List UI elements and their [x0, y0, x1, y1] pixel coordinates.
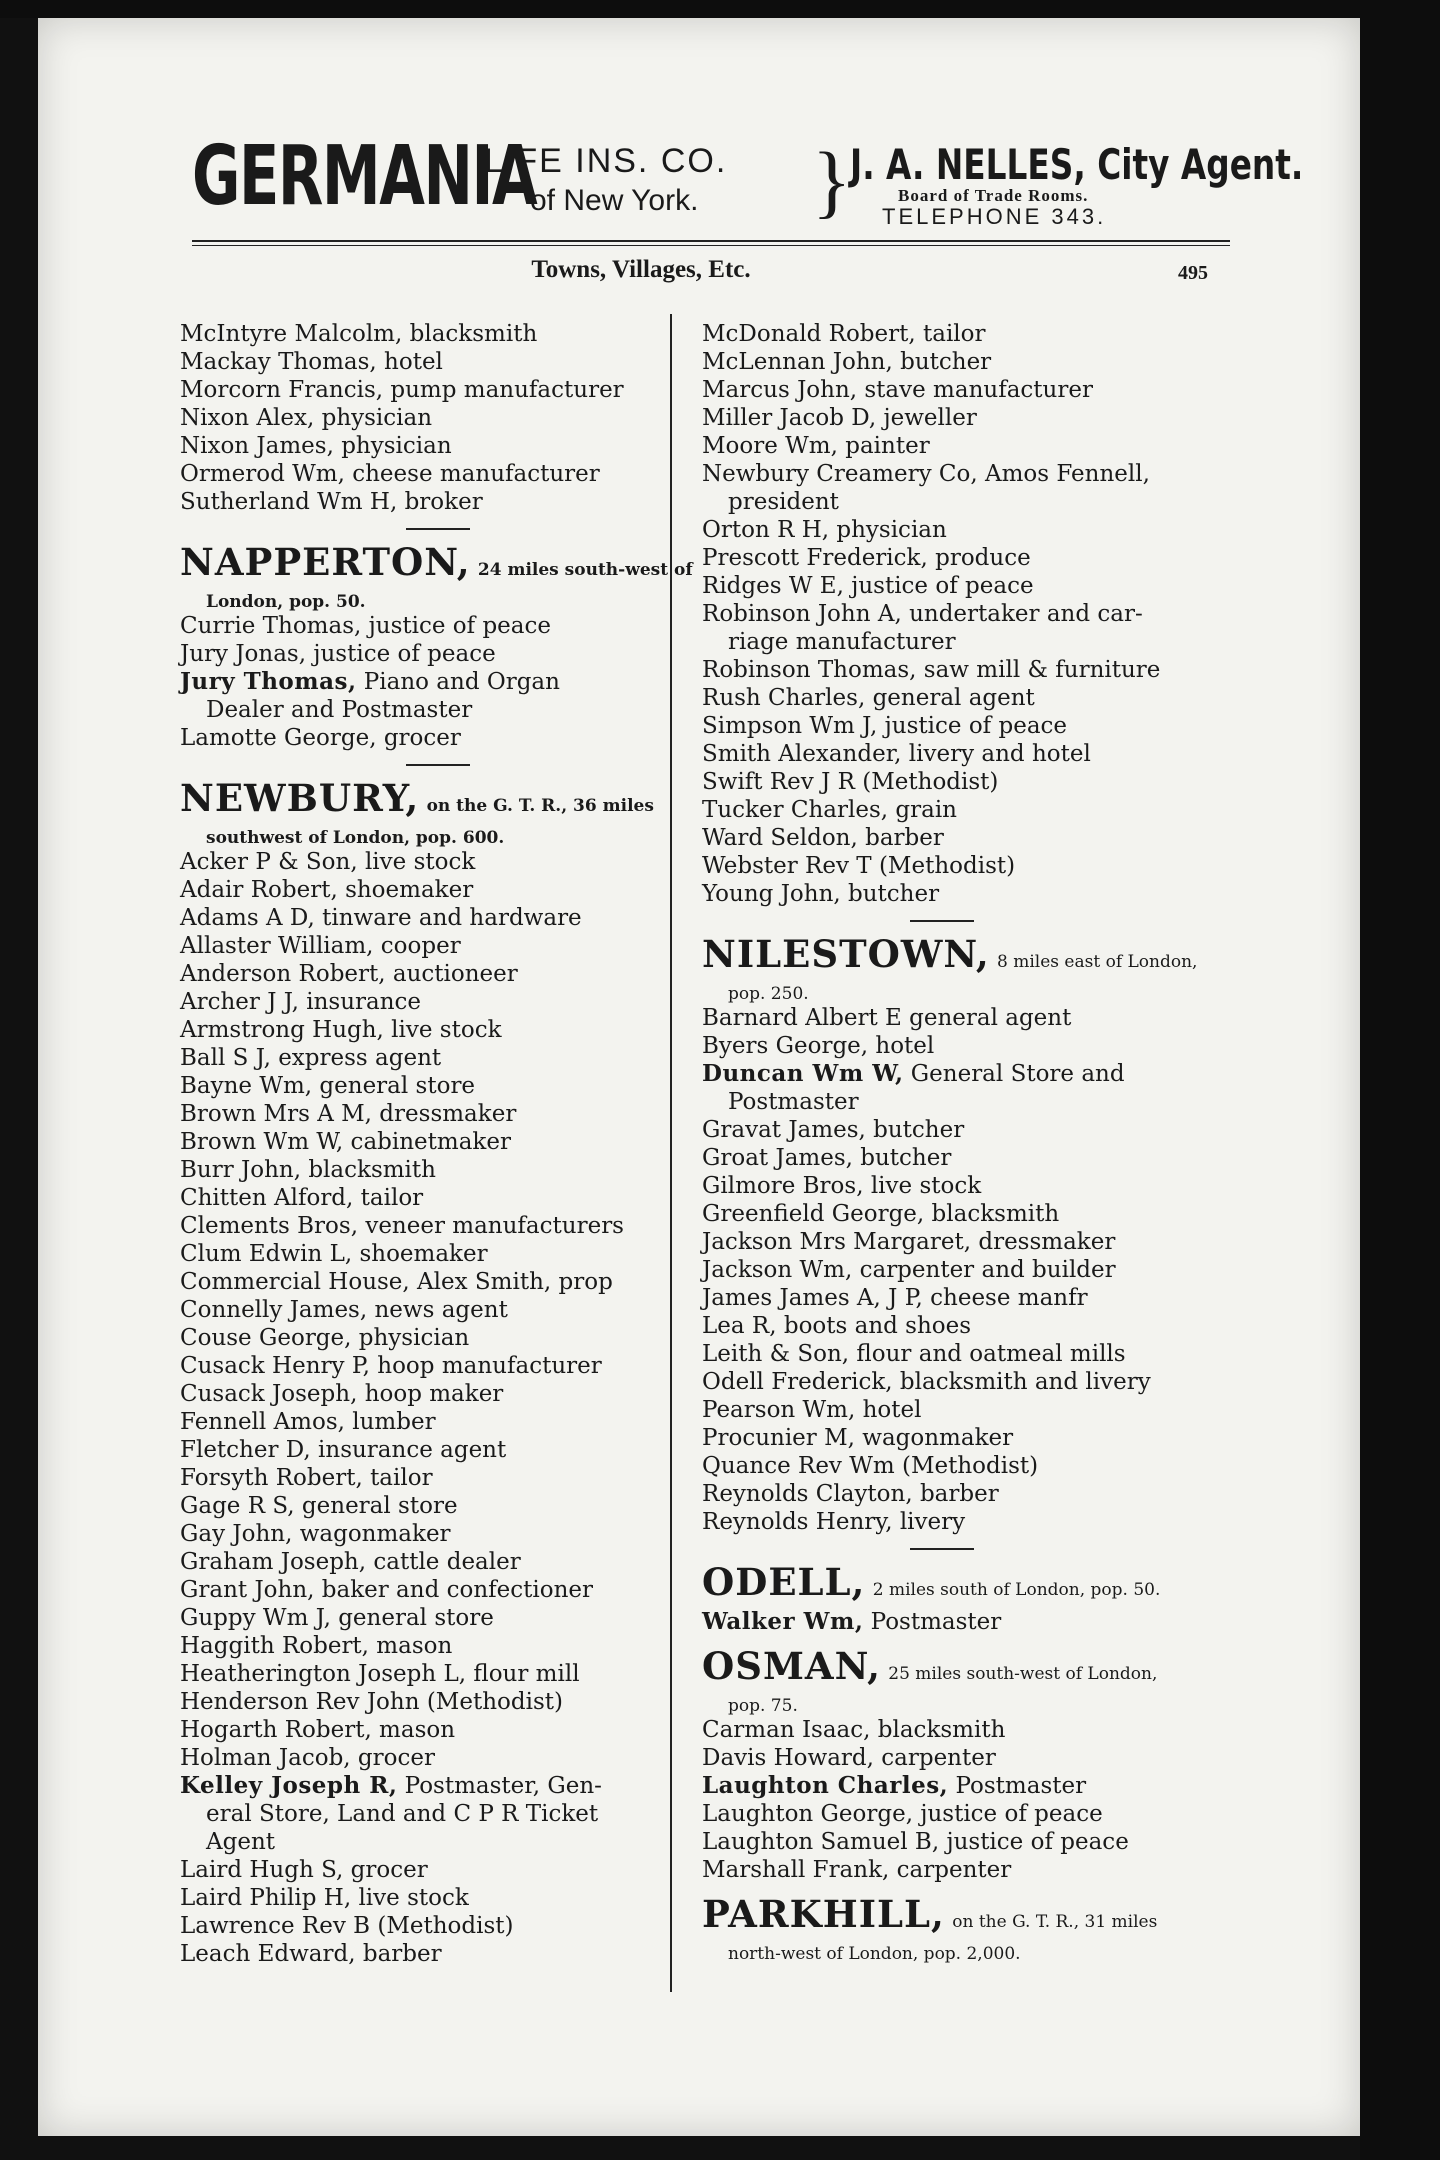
directory-entry: Robinson Thomas, saw mill & furniture: [702, 657, 1161, 683]
directory-page: [38, 18, 1360, 2136]
directory-entry: Brown Wm W, cabinetmaker: [180, 1129, 511, 1155]
directory-entry: Connelly James, news agent: [180, 1297, 508, 1323]
directory-entry: Fletcher D, insurance agent: [180, 1437, 507, 1463]
directory-entry: Holman Jacob, grocer: [180, 1745, 435, 1771]
directory-entry: Nixon Alex, physician: [180, 405, 433, 431]
left-column: [180, 320, 693, 1968]
directory-entry: Webster Rev T (Methodist): [702, 853, 1016, 879]
directory-entry: Laughton Samuel B, justice of peace: [702, 1829, 1129, 1855]
directory-entry: Anderson Robert, auctioneer: [180, 961, 518, 987]
directory-entry: Jury Jonas, justice of peace: [180, 641, 496, 667]
header-rule-thin: [192, 245, 1230, 246]
directory-entry: Barnard Albert E general agent: [702, 1005, 1072, 1031]
scan-border-right: [1360, 0, 1440, 2160]
featured-entry-rest: Postmaster, Gen-: [404, 1773, 602, 1799]
directory-entry: Laughton George, justice of peace: [702, 1801, 1103, 1827]
directory-entry: Miller Jacob D, jeweller: [702, 405, 977, 431]
directory-entry: Davis Howard, carpenter: [702, 1745, 996, 1771]
place-description: on the G. T. R., 36 miles: [426, 796, 654, 816]
section-separator: [406, 764, 470, 774]
directory-entry: Bayne Wm, general store: [180, 1073, 476, 1099]
directory-entry: Ward Seldon, barber: [702, 825, 944, 851]
featured-entry-name: Duncan Wm W,: [702, 1060, 904, 1087]
place-name: NEWBURY,: [180, 776, 420, 820]
entry-list: [702, 1716, 1218, 1772]
directory-entry: Reynolds Henry, livery: [702, 1509, 966, 1535]
directory-entry: Marcus John, stave manufacturer: [702, 377, 1093, 403]
featured-entry-rest: Postmaster: [955, 1773, 1087, 1799]
place-description-cont: southwest of London, pop. 600.: [206, 828, 505, 848]
directory-entry: Nixon James, physician: [180, 433, 452, 459]
directory-entry: Graham Joseph, cattle dealer: [180, 1549, 521, 1575]
directory-entry: McIntyre Malcolm, blacksmith: [180, 321, 538, 347]
directory-entry: Burr John, blacksmith: [180, 1157, 436, 1183]
place-name: NILESTOWN,: [702, 932, 990, 976]
directory-entry: Prescott Frederick, produce: [702, 545, 1031, 571]
directory-entry: Gay John, wagonmaker: [180, 1521, 451, 1547]
place-heading: [180, 776, 686, 824]
directory-entry: Sutherland Wm H, broker: [180, 489, 483, 515]
directory-entry: Archer J J, insurance: [180, 989, 422, 1015]
header-advertisement: [192, 129, 1304, 234]
featured-entry-name: Laughton Charles,: [702, 1772, 949, 1799]
ad-line-1: LIFE INS. CO.: [484, 142, 728, 180]
featured-entry-cont: Dealer and Postmaster: [206, 697, 473, 723]
scan-border-top: [0, 0, 1440, 18]
directory-entry: Young John, butcher: [702, 881, 940, 907]
directory-entry: Grant John, baker and confectioner: [180, 1577, 594, 1603]
directory-entry: Morcorn Francis, pump manufacturer: [180, 377, 624, 403]
featured-entry-name: Jury Thomas,: [180, 668, 357, 695]
entry-list: [180, 320, 686, 516]
directory-entry: Robinson John A, undertaker and car-: [702, 601, 1143, 627]
ad-company-name: GERMANIA: [192, 129, 537, 224]
directory-entry: Newbury Creamery Co, Amos Fennell,: [702, 461, 1150, 487]
featured-entry-rest: Postmaster: [870, 1609, 1002, 1635]
directory-entry: Reynolds Clayton, barber: [702, 1481, 999, 1507]
place-description-cont: north-west of London, pop. 2,000.: [728, 1944, 1021, 1964]
directory-entry: Brown Mrs A M, dressmaker: [180, 1101, 517, 1127]
place-description: 8 miles east of London,: [997, 952, 1198, 972]
directory-entry: Hogarth Robert, mason: [180, 1717, 456, 1743]
place-name: OSMAN,: [702, 1644, 881, 1688]
directory-entry: James James A, J P, cheese manfr: [702, 1285, 1088, 1311]
featured-entry-name: Walker Wm,: [702, 1608, 864, 1635]
place-description: 25 miles south-west of London,: [888, 1664, 1158, 1684]
place-name: NAPPERTON,: [180, 540, 471, 584]
directory-entry: Heatherington Joseph L, flour mill: [180, 1661, 580, 1687]
directory-entry: Odell Frederick, blacksmith and livery: [702, 1369, 1151, 1395]
entry-list: [180, 1856, 686, 1968]
directory-entry: McDonald Robert, tailor: [702, 321, 986, 347]
entry-list: [180, 612, 686, 668]
directory-entry: Clum Edwin L, shoemaker: [180, 1241, 488, 1267]
directory-entry: Orton R H, physician: [702, 517, 947, 543]
directory-entry: Rush Charles, general agent: [702, 685, 1035, 711]
featured-entry-cont: Agent: [206, 1829, 275, 1855]
directory-entry: Lawrence Rev B (Methodist): [180, 1913, 514, 1939]
directory-entry: Commercial House, Alex Smith, prop: [180, 1269, 613, 1295]
header-rule: [192, 240, 1230, 242]
directory-entry: Moore Wm, painter: [702, 433, 930, 459]
entry-list: [180, 724, 686, 752]
place-heading: [702, 1560, 1218, 1608]
directory-entry: Swift Rev J R (Methodist): [702, 769, 999, 795]
directory-entry: Laird Hugh S, grocer: [180, 1857, 428, 1883]
directory-entry: McLennan John, butcher: [702, 349, 992, 375]
directory-entry: Ball S J, express agent: [180, 1045, 442, 1071]
place-heading: [702, 1892, 1218, 1940]
directory-entry: Marshall Frank, carpenter: [702, 1857, 1012, 1883]
featured-entry: [180, 668, 686, 696]
directory-entry: Allaster William, cooper: [180, 933, 461, 959]
place-description: 24 miles south-west of: [477, 560, 693, 580]
directory-entry: Gilmore Bros, live stock: [702, 1173, 982, 1199]
directory-entry: Mackay Thomas, hotel: [180, 349, 443, 375]
entry-list: [702, 1800, 1218, 1884]
directory-entry: Cusack Henry P, hoop manufacturer: [180, 1353, 602, 1379]
directory-entry: Groat James, butcher: [702, 1145, 952, 1171]
featured-entry-name: Kelley Joseph R,: [180, 1772, 398, 1799]
entry-list: [702, 320, 1218, 908]
running-head: Towns, Villages, Etc.: [531, 256, 751, 283]
directory-entry: Byers George, hotel: [702, 1033, 935, 1059]
featured-entry-rest: Piano and Organ: [363, 669, 560, 695]
section-separator: [910, 1548, 974, 1558]
section-separator: [406, 528, 470, 538]
directory-entry: Jackson Wm, carpenter and builder: [702, 1257, 1116, 1283]
directory-entry: Clements Bros, veneer manufacturers: [180, 1213, 624, 1239]
directory-entry: Leach Edward, barber: [180, 1941, 442, 1967]
entry-list: [702, 1116, 1218, 1536]
directory-entry: Laird Philip H, live stock: [180, 1885, 469, 1911]
featured-entry: [702, 1608, 1218, 1636]
place-heading: [180, 540, 693, 588]
directory-entry: president: [728, 489, 839, 515]
directory-entry: Fennell Amos, lumber: [180, 1409, 436, 1435]
directory-entry: Currie Thomas, justice of peace: [180, 613, 551, 639]
featured-entry-cont: Postmaster: [728, 1089, 859, 1115]
directory-entry: Quance Rev Wm (Methodist): [702, 1453, 1039, 1479]
right-column: [702, 320, 1218, 1964]
ad-rooms: Board of Trade Rooms.: [898, 186, 1089, 205]
directory-entry: Jackson Mrs Margaret, dressmaker: [702, 1229, 1116, 1255]
directory-entry: Ormerod Wm, cheese manufacturer: [180, 461, 600, 487]
featured-entry: [180, 1772, 686, 1800]
directory-entry: Ridges W E, justice of peace: [702, 573, 1034, 599]
ad-telephone: TELEPHONE 343.: [882, 204, 1107, 229]
directory-entry: Simpson Wm J, justice of peace: [702, 713, 1068, 739]
section-separator: [910, 920, 974, 930]
directory-entry: Acker P & Son, live stock: [180, 849, 476, 875]
directory-entry: Gage R S, general store: [180, 1493, 458, 1519]
place-description: 2 miles south of London, pop. 50.: [872, 1580, 1161, 1600]
directory-entry: Leith & Son, flour and oatmeal mills: [702, 1341, 1126, 1367]
place-name: ODELL,: [702, 1560, 866, 1604]
directory-entry: Guppy Wm J, general store: [180, 1605, 494, 1631]
place-description-cont: pop. 75.: [728, 1696, 798, 1716]
directory-entry: Couse George, physician: [180, 1325, 470, 1351]
directory-entry: Tucker Charles, grain: [702, 797, 957, 823]
directory-entry: Cusack Joseph, hoop maker: [180, 1381, 504, 1407]
directory-entry: Adams A D, tinware and hardware: [180, 905, 582, 931]
directory-entry: Haggith Robert, mason: [180, 1633, 453, 1659]
featured-entry-rest: General Store and: [910, 1061, 1125, 1087]
directory-entry: Carman Isaac, blacksmith: [702, 1717, 1006, 1743]
place-description: on the G. T. R., 31 miles: [952, 1912, 1158, 1932]
directory-entry: Lamotte George, grocer: [180, 725, 461, 751]
entry-list: [702, 1004, 1218, 1060]
directory-entry: Pearson Wm, hotel: [702, 1397, 922, 1423]
directory-entry: Lea R, boots and shoes: [702, 1313, 972, 1339]
ad-line-2: of New York.: [530, 184, 699, 217]
entry-list: [180, 848, 686, 1772]
directory-entry: Adair Robert, shoemaker: [180, 877, 474, 903]
directory-entry: Gravat James, butcher: [702, 1117, 965, 1143]
page-number: 495: [1178, 262, 1208, 284]
place-heading: [702, 932, 1218, 980]
directory-entry: Forsyth Robert, tailor: [180, 1465, 433, 1491]
directory-entry: Procunier M, wagonmaker: [702, 1425, 1014, 1451]
place-name: PARKHILL,: [702, 1892, 945, 1936]
place-heading: [702, 1644, 1218, 1692]
featured-entry-cont: eral Store, Land and C P R Ticket: [206, 1801, 599, 1827]
ad-brace: }: [812, 135, 852, 226]
featured-entry: [702, 1060, 1218, 1088]
place-description-cont: pop. 250.: [728, 984, 809, 1004]
directory-entry: Smith Alexander, livery and hotel: [702, 741, 1091, 767]
directory-entry: Henderson Rev John (Methodist): [180, 1689, 563, 1715]
directory-entry: Chitten Alford, tailor: [180, 1185, 424, 1211]
ad-agent: J. A. NELLES, City Agent.: [850, 140, 1304, 189]
directory-entry: Greenfield George, blacksmith: [702, 1201, 1060, 1227]
directory-entry: riage manufacturer: [728, 629, 956, 655]
featured-entry: [702, 1772, 1218, 1800]
directory-entry: Armstrong Hugh, live stock: [180, 1017, 502, 1043]
place-description-cont: London, pop. 50.: [206, 592, 366, 612]
